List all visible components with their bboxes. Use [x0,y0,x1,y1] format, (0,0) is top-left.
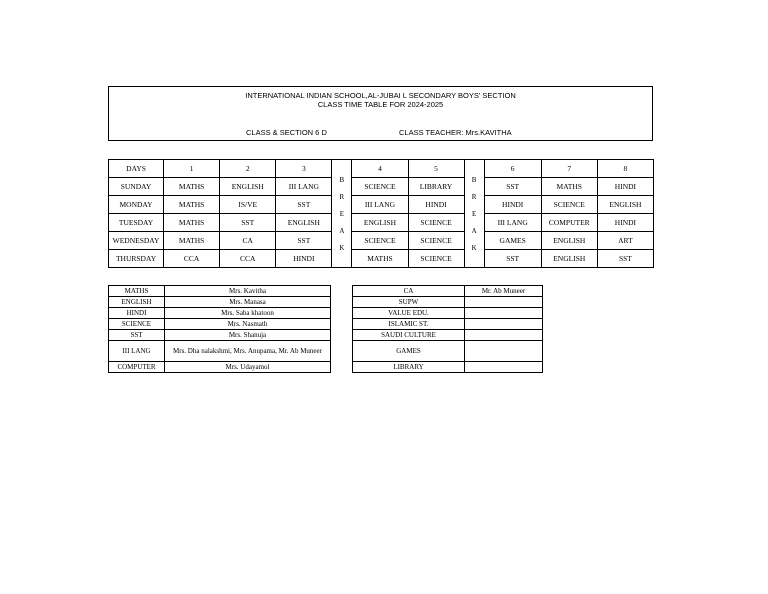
teacher-name: Mrs. Nasmath [165,319,331,330]
break-letter: K [471,244,477,252]
break-letter: B [471,176,477,184]
table-row [109,286,331,297]
break-letter: K [339,244,345,252]
table-row [353,362,543,373]
school-name: INTERNATIONAL INDIAN SCHOOL,AL-JUBAI L SECONDARY BOYS' SECTION [245,91,516,100]
subject-cell: ENGLISH [541,250,597,268]
subject-name: ISLAMIC ST. [353,319,465,330]
class-teacher: CLASS TEACHER: Mrs.KAVITHA [399,128,512,137]
subject-name: III LANG [109,341,165,362]
subject-cell: LIBRARY [408,178,464,196]
period-header: 1 [164,160,220,178]
subject-name: VALUE EDU. [353,308,465,319]
day-cell: TUESDAY [109,214,164,232]
table-row [109,362,331,373]
period-header: 6 [484,160,541,178]
period-header: 2 [220,160,276,178]
break-letter: A [471,227,477,235]
subject-cell: SCIENCE [541,196,597,214]
teacher-name: Mrs. Dha nalakshmi, Mrs. Anupama, Mr. Ab Muneer [165,341,331,362]
timetable-title: CLASS TIME TABLE FOR 2024-2025 [317,100,444,109]
class-section: CLASS & SECTION 6 D [246,128,327,137]
day-cell: THURSDAY [109,250,164,268]
subject-cell: CA [220,232,276,250]
subject-cell: SST [597,250,653,268]
subject-cell: SCIENCE [352,178,408,196]
teacher-name [465,319,543,330]
period-header: 5 [408,160,464,178]
subject-cell: ART [597,232,653,250]
timetable-row [109,214,654,232]
subject-cell: SCIENCE [408,232,464,250]
subject-cell: SCIENCE [408,250,464,268]
subject-cell: ENGLISH [597,196,653,214]
subject-cell: HINDI [276,250,332,268]
subject-name: SUPW [353,297,465,308]
subject-cell: SST [276,232,332,250]
break-letter: R [339,193,345,201]
subject-cell: III LANG [352,196,408,214]
subject-cell: SST [484,250,541,268]
subject-cell: ENGLISH [276,214,332,232]
subject-cell: MATHS [164,196,220,214]
subject-name: HINDI [109,308,165,319]
subject-cell: CCA [164,250,220,268]
table-row [109,308,331,319]
subject-cell: MATHS [164,178,220,196]
table-row [353,319,543,330]
teacher-name [465,362,543,373]
timetable-row [109,250,654,268]
subject-cell: ENGLISH [541,232,597,250]
subject-cell: SST [276,196,332,214]
break-letter: E [471,210,477,218]
teacher-name: Mrs. Kavitha [165,286,331,297]
subject-cell: SST [220,214,276,232]
subject-cell: III LANG [484,214,541,232]
timetable-row [109,178,654,196]
subject-name: SCIENCE [109,319,165,330]
timetable-row [109,232,654,250]
break-letter: B [339,176,345,184]
teacher-name: Mrs. Udayamol [165,362,331,373]
subject-cell: MATHS [164,214,220,232]
table-row [353,341,543,362]
timetable-row [109,196,654,214]
subject-cell: SCIENCE [408,214,464,232]
subject-teacher-table-right [352,285,543,373]
teacher-name: Mr. Ab Muneer [465,286,543,297]
table-row [109,341,331,362]
break-column-1 [332,160,352,268]
subject-cell: SCIENCE [352,232,408,250]
subject-cell: HINDI [597,214,653,232]
subject-cell: GAMES [484,232,541,250]
subject-cell: IS/VE [220,196,276,214]
teacher-name [465,341,543,362]
teacher-name: Mrs. Manasa [165,297,331,308]
period-header: 7 [541,160,597,178]
subject-cell: HINDI [597,178,653,196]
subject-cell: ENGLISH [352,214,408,232]
subject-cell: CCA [220,250,276,268]
timetable-header [108,86,653,141]
table-row [353,297,543,308]
day-cell: WEDNESDAY [109,232,164,250]
teacher-name [465,308,543,319]
break-letter: E [339,210,345,218]
subject-name: LIBRARY [353,362,465,373]
timetable-grid [108,159,654,268]
subject-name: ENGLISH [109,297,165,308]
subject-cell: COMPUTER [541,214,597,232]
teacher-name: Mrs. Saba khatoon [165,308,331,319]
table-row [353,308,543,319]
table-row [109,297,331,308]
subject-cell: MATHS [541,178,597,196]
subject-cell: III LANG [276,178,332,196]
day-cell: SUNDAY [109,178,164,196]
break-letter: R [471,193,477,201]
break-column-2 [464,160,484,268]
subject-cell: ENGLISH [220,178,276,196]
period-header: 4 [352,160,408,178]
subject-cell: HINDI [408,196,464,214]
subject-cell: MATHS [164,232,220,250]
table-row [353,286,543,297]
table-row [109,330,331,341]
break-letter: A [339,227,345,235]
subject-name: SST [109,330,165,341]
period-header: 3 [276,160,332,178]
subject-name: GAMES [353,341,465,362]
period-header: 8 [597,160,653,178]
subject-cell: SST [484,178,541,196]
days-header: DAYS [109,160,164,178]
table-row [109,319,331,330]
subject-name: CA [353,286,465,297]
subject-cell: HINDI [484,196,541,214]
subject-name: MATHS [109,286,165,297]
teacher-name [465,330,543,341]
subject-name: COMPUTER [109,362,165,373]
teacher-name: Mrs. Shanuja [165,330,331,341]
teacher-name [465,297,543,308]
day-cell: MONDAY [109,196,164,214]
subject-teacher-table-left [108,285,331,373]
table-row [353,330,543,341]
subject-name: SAUDI CULTURE [353,330,465,341]
subject-cell: MATHS [352,250,408,268]
